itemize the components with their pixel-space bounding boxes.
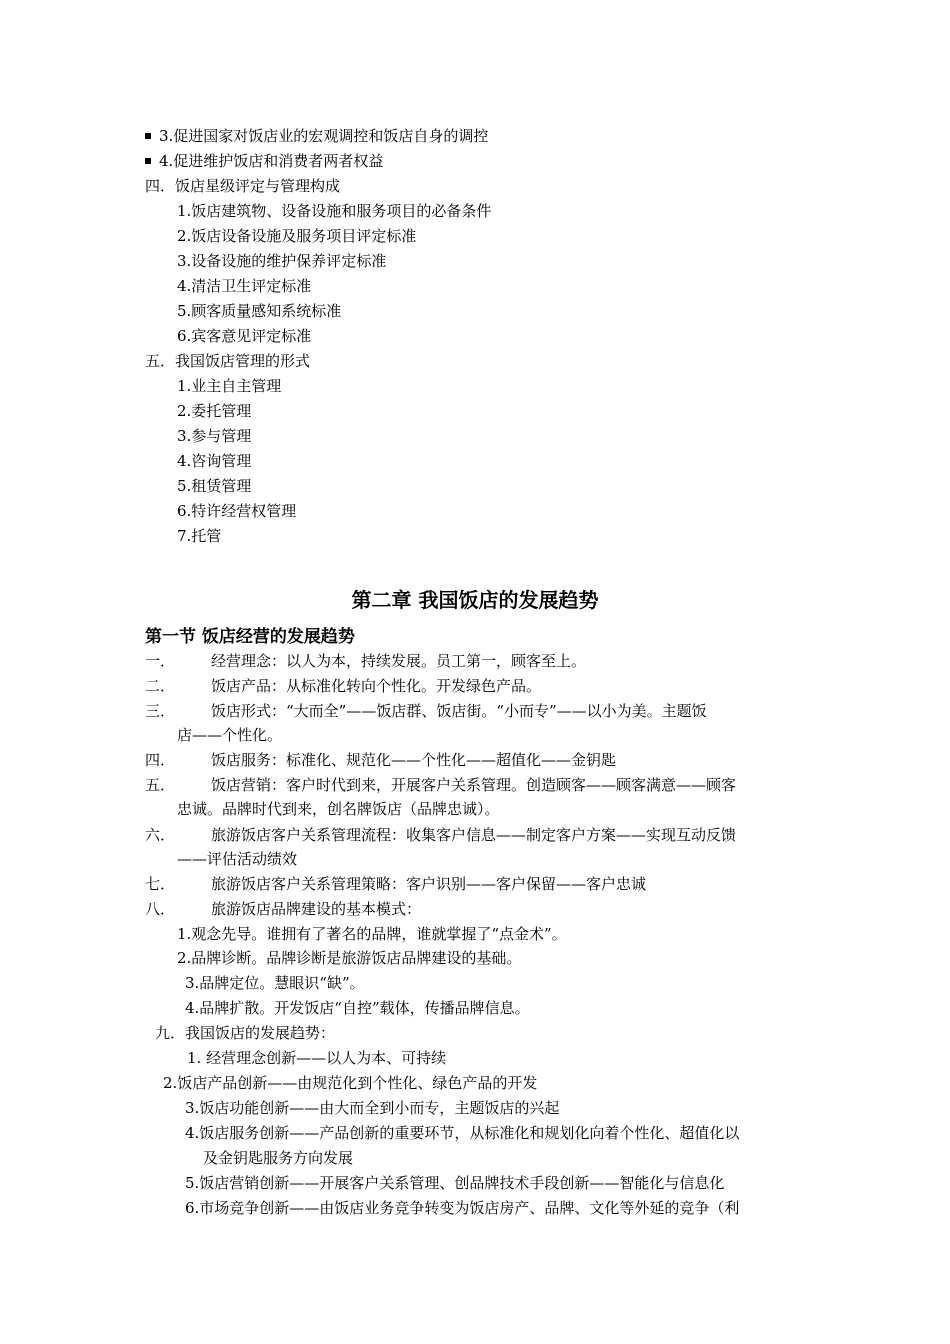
list-item: 3.饭店功能创新——由大而全到小而专，主题饭店的兴起 [185, 1099, 560, 1117]
chapter-title: 第二章 我国饭店的发展趋势 [351, 588, 599, 612]
list-item: 5.饭店营销创新——开展客户关系管理、创品牌技术手段创新——智能化与信息化 [185, 1174, 725, 1192]
item-text: 饭店产品：从标准化转向个性化。开发绿色产品。 [211, 677, 542, 695]
item-number: 四． [145, 751, 176, 769]
list-item: 3.参与管理 [177, 427, 252, 445]
item-text: 饭店服务：标准化、规范化——个性化——超值化——金钥匙 [211, 751, 617, 769]
section-heading: 九．我国饭店的发展趋势： [155, 1024, 336, 1042]
list-item: 5.顾客质量感知系统标准 [177, 302, 342, 320]
bullet-text: 4.促进维护饭店和消费者两者权益 [159, 152, 384, 170]
item-number: 五． [145, 776, 176, 794]
bullet-item [145, 149, 383, 173]
item-number: 二． [145, 677, 176, 695]
item-text-continued: 店——个性化。 [177, 726, 283, 744]
bullet-item [145, 124, 488, 148]
section-title: 第一节 饭店经营的发展趋势 [145, 627, 355, 647]
item-number: 六． [145, 826, 176, 844]
square-bullet-icon [145, 158, 151, 164]
list-item: 6.特许经营权管理 [177, 502, 297, 520]
section-heading: 五．我国饭店管理的形式 [145, 352, 311, 370]
item-text: 经营理念：以人为本，持续发展。员工第一，顾客至上。 [211, 652, 587, 670]
list-item: 2.品牌诊断。品牌诊断是旅游饭店品牌建设的基础。 [177, 949, 522, 967]
list-item: 4.咨询管理 [177, 452, 252, 470]
list-item: 6.宾客意见评定标准 [177, 327, 312, 345]
list-item: 1.观念先导。谁拥有了著名的品牌，谁就掌握了“点金术”。 [177, 925, 567, 943]
list-item: 2.饭店产品创新——由规范化到个性化、绿色产品的开发 [163, 1074, 538, 1092]
list-item: 4.清洁卫生评定标准 [177, 277, 312, 295]
square-bullet-icon [145, 133, 151, 139]
item-text: 旅游饭店客户关系管理策略：客户识别——客户保留——客户忠诚 [211, 875, 647, 893]
list-item: 3.设备设施的维护保养评定标准 [177, 252, 387, 270]
item-number: 三． [145, 702, 176, 720]
section-heading: 四．饭店星级评定与管理构成 [145, 177, 341, 195]
list-item: 1.饭店建筑物、设备设施和服务项目的必备条件 [177, 202, 492, 220]
item-number: 一． [145, 652, 176, 670]
bullet-text: 3.促进国家对饭店业的宏观调控和饭店自身的调控 [159, 127, 489, 145]
list-item: 3.品牌定位。慧眼识“缺”。 [185, 974, 365, 992]
item-text: 旅游饭店品牌建设的基本模式： [211, 900, 422, 918]
list-item: 5.租赁管理 [177, 477, 252, 495]
list-item: 2.饭店设备设施及服务项目评定标准 [177, 227, 417, 245]
item-text-continued: 及金钥匙服务方向发展 [203, 1149, 354, 1167]
item-number: 七． [145, 875, 176, 893]
list-item: 1. 经营理念创新——以人为本、可持续 [187, 1049, 447, 1067]
item-text: 饭店营销：客户时代到来，开展客户关系管理。创造顾客——顾客满意——顾客 [211, 776, 737, 794]
item-text-continued: ——评估活动绩效 [177, 850, 298, 868]
item-text-continued: 忠诚。品牌时代到来，创名牌饭店（品牌忠诚）。 [177, 800, 500, 818]
list-item: 4.饭店服务创新——产品创新的重要环节，从标准化和规划化向着个性化、超值化以 [185, 1124, 740, 1142]
item-text: 旅游饭店客户关系管理流程：收集客户信息——制定客户方案——实现互动反馈 [211, 826, 737, 844]
list-item: 6.市场竞争创新——由饭店业务竞争转变为饭店房产、品牌、文化等外延的竞争（利 [185, 1199, 740, 1217]
list-item: 1.业主自主管理 [177, 377, 282, 395]
list-item: 2.委托管理 [177, 402, 252, 420]
list-item: 4.品牌扩散。开发饭店“自控”载体，传播品牌信息。 [185, 999, 530, 1017]
list-item: 7.托管 [177, 527, 222, 545]
item-text: 饭店形式：“大而全”——饭店群、饭店街。“小而专”——以小为美。主题饭 [211, 702, 707, 720]
item-number: 八． [145, 900, 176, 918]
